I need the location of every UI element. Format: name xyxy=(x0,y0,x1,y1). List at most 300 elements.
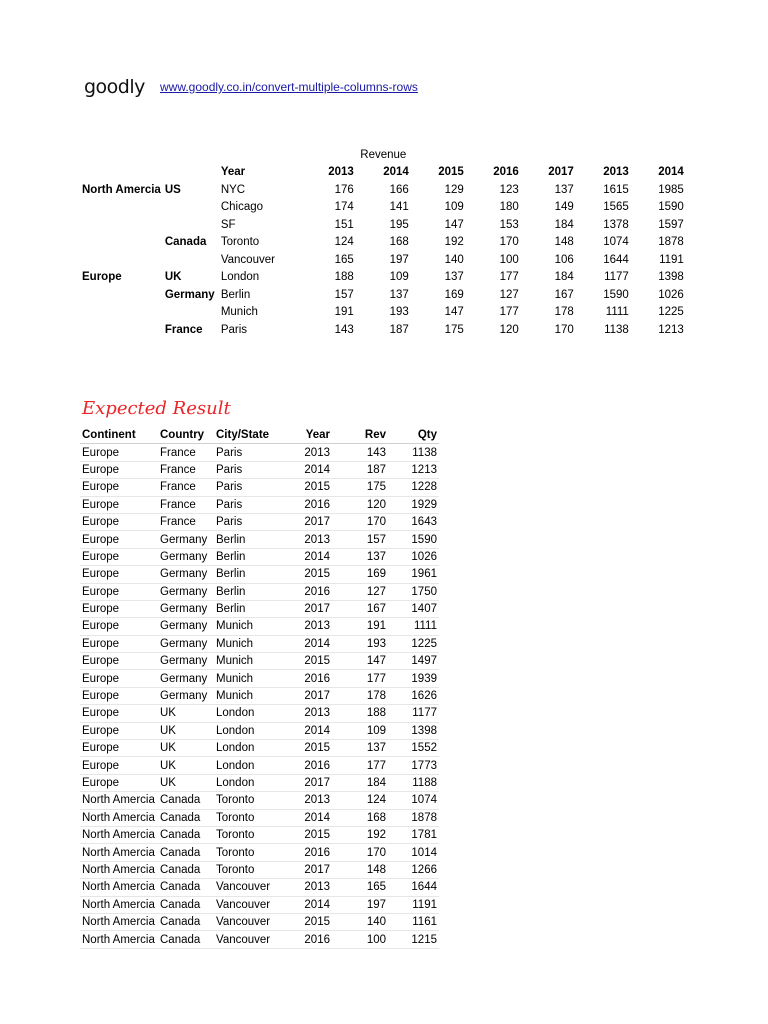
table-row xyxy=(80,566,439,583)
table-cell: 143 xyxy=(332,444,388,461)
source-cell: 1026 xyxy=(658,288,684,301)
table-cell: North Amercia xyxy=(80,931,158,948)
source-header-cell: 2017 xyxy=(548,166,574,179)
empty-cell xyxy=(219,146,301,164)
table-cell: Toronto xyxy=(214,809,292,826)
table-cell: Europe xyxy=(80,740,158,757)
group-label-row xyxy=(80,146,686,164)
source-header-cell: 2013 xyxy=(328,166,354,179)
table-cell: France xyxy=(158,513,214,530)
table-cell: 167 xyxy=(332,600,388,617)
source-cell: 100 xyxy=(499,253,519,266)
source-cell: US xyxy=(164,183,181,196)
table-cell: 148 xyxy=(332,861,388,878)
table-header-row xyxy=(80,427,439,444)
table-cell: 147 xyxy=(332,653,388,670)
source-link[interactable]: www.goodly.co.in/convert-multiple-columns-rows xyxy=(160,80,418,94)
table-cell: 2014 xyxy=(292,461,332,478)
table-cell: 170 xyxy=(332,513,388,530)
table-cell: 178 xyxy=(332,687,388,704)
table-cell: North Amercia xyxy=(80,844,158,861)
table-row xyxy=(80,531,439,548)
source-cell: 197 xyxy=(389,253,409,266)
column-header: Qty xyxy=(388,427,439,444)
table-cell: North Amercia xyxy=(80,913,158,930)
source-cell: 141 xyxy=(389,201,409,214)
source-cell: 147 xyxy=(444,306,464,319)
table-cell: Vancouver xyxy=(214,931,292,948)
empty-cell xyxy=(466,146,521,164)
source-cell: 137 xyxy=(389,288,409,301)
table-cell: Europe xyxy=(80,531,158,548)
source-cell: 195 xyxy=(389,218,409,231)
table-cell: Berlin xyxy=(214,600,292,617)
table-row xyxy=(80,757,439,774)
empty-cell xyxy=(631,146,686,164)
table-cell: 1878 xyxy=(388,809,439,826)
table-cell: Paris xyxy=(214,461,292,478)
table-cell: 1773 xyxy=(388,757,439,774)
table-cell: 193 xyxy=(332,635,388,652)
table-row xyxy=(80,670,439,687)
table-cell: Munich xyxy=(214,653,292,670)
table-cell: 157 xyxy=(332,531,388,548)
source-cell xyxy=(80,234,163,252)
source-cell: Munich xyxy=(220,306,258,319)
table-cell: 184 xyxy=(332,774,388,791)
table-cell: Europe xyxy=(80,461,158,478)
table-cell: 1929 xyxy=(388,496,439,513)
table-cell: Europe xyxy=(80,600,158,617)
source-cell: 120 xyxy=(499,323,519,336)
table-row xyxy=(80,792,439,809)
source-cell xyxy=(80,286,163,304)
table-cell: Germany xyxy=(158,548,214,565)
table-row xyxy=(80,879,439,896)
table-cell: 170 xyxy=(332,844,388,861)
table-cell: 1626 xyxy=(388,687,439,704)
table-cell: Canada xyxy=(158,879,214,896)
table-cell: Canada xyxy=(158,809,214,826)
table-cell: UK xyxy=(158,722,214,739)
table-cell: UK xyxy=(158,740,214,757)
table-cell: 127 xyxy=(332,583,388,600)
source-cell: 1878 xyxy=(658,236,684,249)
table-cell: Vancouver xyxy=(214,896,292,913)
source-cell: 1213 xyxy=(658,323,684,336)
table-cell: Europe xyxy=(80,618,158,635)
table-cell: 1939 xyxy=(388,670,439,687)
source-cell: 184 xyxy=(554,271,574,284)
table-cell: 100 xyxy=(332,931,388,948)
table-cell: 177 xyxy=(332,670,388,687)
table-row xyxy=(80,548,439,565)
table-cell: Paris xyxy=(214,496,292,513)
table-cell: Paris xyxy=(214,513,292,530)
column-header: Continent xyxy=(80,427,158,444)
table-cell: 197 xyxy=(332,896,388,913)
table-cell: Europe xyxy=(80,757,158,774)
table-cell: France xyxy=(158,479,214,496)
source-cell: Chicago xyxy=(220,201,264,214)
source-cell: 1177 xyxy=(604,271,629,284)
table-cell: Germany xyxy=(158,566,214,583)
table-cell: 2013 xyxy=(292,444,332,461)
table-row xyxy=(80,496,439,513)
source-cell: 123 xyxy=(499,183,519,196)
table-cell: 1191 xyxy=(388,896,439,913)
source-cell: 169 xyxy=(444,288,464,301)
table-cell: 137 xyxy=(332,548,388,565)
source-cell: 1191 xyxy=(659,253,684,266)
source-cell: 170 xyxy=(499,236,519,249)
table-cell: Europe xyxy=(80,479,158,496)
source-row xyxy=(80,304,686,322)
source-cell: Germany xyxy=(164,288,215,301)
table-cell: Europe xyxy=(80,635,158,652)
table-cell: 1961 xyxy=(388,566,439,583)
table-cell: Germany xyxy=(158,635,214,652)
table-cell: Europe xyxy=(80,722,158,739)
table-cell: Canada xyxy=(158,844,214,861)
source-cell: 1615 xyxy=(603,183,629,196)
table-cell: 2017 xyxy=(292,687,332,704)
table-cell: 2016 xyxy=(292,583,332,600)
source-cell: UK xyxy=(164,271,182,284)
table-cell: 1228 xyxy=(388,479,439,496)
table-cell: 1138 xyxy=(388,444,439,461)
source-cell: Vancouver xyxy=(220,253,275,266)
table-cell: 2017 xyxy=(292,600,332,617)
table-cell: France xyxy=(158,496,214,513)
table-row xyxy=(80,705,439,722)
table-cell: 2014 xyxy=(292,809,332,826)
source-cell: 177 xyxy=(499,306,519,319)
source-cell: 106 xyxy=(554,253,574,266)
table-cell: North Amercia xyxy=(80,879,158,896)
source-cell: 147 xyxy=(444,218,464,231)
source-cell: 1985 xyxy=(658,183,684,196)
table-cell: France xyxy=(158,461,214,478)
table-cell: Canada xyxy=(158,896,214,913)
table-cell: 1014 xyxy=(388,844,439,861)
source-cell: Canada xyxy=(164,236,207,249)
table-cell: Berlin xyxy=(214,583,292,600)
source-cell: 1590 xyxy=(603,288,629,301)
table-cell: 2013 xyxy=(292,879,332,896)
table-row xyxy=(80,896,439,913)
table-cell: Munich xyxy=(214,618,292,635)
table-row xyxy=(80,826,439,843)
table-cell: Canada xyxy=(158,931,214,948)
table-cell: Paris xyxy=(214,479,292,496)
source-cell: Berlin xyxy=(220,288,251,301)
empty-cell xyxy=(301,146,356,164)
source-cell: 193 xyxy=(389,306,409,319)
source-cell: 1074 xyxy=(603,236,629,249)
table-row xyxy=(80,618,439,635)
source-cell: 1225 xyxy=(658,306,684,319)
table-cell: 2015 xyxy=(292,913,332,930)
table-cell: Europe xyxy=(80,705,158,722)
table-row xyxy=(80,844,439,861)
table-cell: 2015 xyxy=(292,740,332,757)
empty-cell xyxy=(411,146,466,164)
source-cell: 1565 xyxy=(603,201,629,214)
table-cell: 188 xyxy=(332,705,388,722)
source-cell xyxy=(80,216,163,234)
empty-cell xyxy=(521,146,576,164)
column-header: City/State xyxy=(214,427,292,444)
table-row xyxy=(80,600,439,617)
table-cell: 137 xyxy=(332,740,388,757)
table-cell: Germany xyxy=(158,653,214,670)
table-row xyxy=(80,635,439,652)
source-cell xyxy=(80,321,163,339)
table-cell: 2016 xyxy=(292,757,332,774)
table-row xyxy=(80,931,439,948)
table-cell: Europe xyxy=(80,774,158,791)
table-cell: 1161 xyxy=(388,913,439,930)
source-header-cell xyxy=(163,164,219,182)
source-cell: 192 xyxy=(444,236,464,249)
revenue-group-label: Revenue xyxy=(360,148,407,161)
table-cell: Canada xyxy=(158,913,214,930)
source-row xyxy=(80,286,686,304)
source-cell xyxy=(163,216,219,234)
table-cell: Toronto xyxy=(214,826,292,843)
table-cell: 1407 xyxy=(388,600,439,617)
table-cell: UK xyxy=(158,705,214,722)
table-cell: 109 xyxy=(332,722,388,739)
column-header: Country xyxy=(158,427,214,444)
table-cell: 1213 xyxy=(388,461,439,478)
empty-cell xyxy=(576,146,631,164)
source-row xyxy=(80,216,686,234)
table-cell: 1026 xyxy=(388,548,439,565)
table-cell: Canada xyxy=(158,861,214,878)
table-cell: France xyxy=(158,444,214,461)
table-cell: North Amercia xyxy=(80,792,158,809)
table-cell: 2015 xyxy=(292,479,332,496)
source-cell: 167 xyxy=(554,288,574,301)
table-cell: 140 xyxy=(332,913,388,930)
empty-cell xyxy=(80,146,163,164)
table-row xyxy=(80,861,439,878)
table-cell: London xyxy=(214,740,292,757)
table-cell: 1781 xyxy=(388,826,439,843)
source-row xyxy=(80,321,686,339)
table-cell: 1643 xyxy=(388,513,439,530)
table-cell: 2013 xyxy=(292,792,332,809)
table-cell: Berlin xyxy=(214,548,292,565)
table-cell: Toronto xyxy=(214,844,292,861)
source-cell: France xyxy=(164,323,203,336)
source-header-cell: Year xyxy=(220,166,246,179)
source-header-cell xyxy=(80,164,163,182)
empty-cell xyxy=(163,146,219,164)
table-cell: 2016 xyxy=(292,496,332,513)
table-cell: North Amercia xyxy=(80,861,158,878)
source-cell: 168 xyxy=(389,236,409,249)
source-cell: 1138 xyxy=(604,323,629,336)
table-cell: 120 xyxy=(332,496,388,513)
source-cell: 137 xyxy=(444,271,464,284)
source-cell: 143 xyxy=(334,323,354,336)
source-cell: 1597 xyxy=(658,218,684,231)
table-cell: 168 xyxy=(332,809,388,826)
table-cell: 175 xyxy=(332,479,388,496)
column-header: Rev xyxy=(332,427,388,444)
source-row xyxy=(80,251,686,269)
source-cell xyxy=(80,304,163,322)
table-cell: 1590 xyxy=(388,531,439,548)
source-cell xyxy=(163,304,219,322)
table-cell: 2014 xyxy=(292,722,332,739)
source-cell xyxy=(80,251,163,269)
source-cell: Europe xyxy=(82,271,122,284)
source-cell: 178 xyxy=(554,306,574,319)
table-cell: Europe xyxy=(80,687,158,704)
source-cell: 149 xyxy=(554,201,574,214)
table-cell: Germany xyxy=(158,600,214,617)
table-cell: 192 xyxy=(332,826,388,843)
source-header-cell: 2016 xyxy=(493,166,519,179)
source-cell: 137 xyxy=(554,183,574,196)
goodly-logo: goodly xyxy=(84,76,145,98)
table-cell: 1644 xyxy=(388,879,439,896)
source-cell: 1590 xyxy=(658,201,684,214)
table-cell: Germany xyxy=(158,670,214,687)
source-cell: 157 xyxy=(334,288,354,301)
table-cell: Europe xyxy=(80,583,158,600)
source-cell: NYC xyxy=(220,183,246,196)
table-row xyxy=(80,809,439,826)
table-cell: London xyxy=(214,705,292,722)
table-cell: 2014 xyxy=(292,548,332,565)
table-cell: 2017 xyxy=(292,513,332,530)
table-cell: Europe xyxy=(80,444,158,461)
table-cell: Vancouver xyxy=(214,913,292,930)
table-cell: Canada xyxy=(158,792,214,809)
table-cell: 1177 xyxy=(388,705,439,722)
source-cell: 129 xyxy=(444,183,464,196)
source-cell: 151 xyxy=(334,218,354,231)
table-cell: 1225 xyxy=(388,635,439,652)
source-cell: 166 xyxy=(389,183,409,196)
source-cell: 153 xyxy=(499,218,519,231)
table-cell: Europe xyxy=(80,566,158,583)
table-cell: 2016 xyxy=(292,670,332,687)
table-cell: 169 xyxy=(332,566,388,583)
table-row xyxy=(80,687,439,704)
table-cell: 2017 xyxy=(292,774,332,791)
table-row xyxy=(80,774,439,791)
table-cell: North Amercia xyxy=(80,826,158,843)
source-cell xyxy=(163,251,219,269)
expected-result-table xyxy=(80,427,439,949)
table-row xyxy=(80,583,439,600)
table-cell: Berlin xyxy=(214,531,292,548)
source-cell: 1398 xyxy=(658,271,684,284)
table-cell: 2013 xyxy=(292,531,332,548)
source-cell: 109 xyxy=(444,201,464,214)
table-cell: Munich xyxy=(214,687,292,704)
table-row xyxy=(80,740,439,757)
table-cell: 2016 xyxy=(292,844,332,861)
table-cell: 177 xyxy=(332,757,388,774)
source-cell xyxy=(80,199,163,217)
source-header-cell: 2014 xyxy=(383,166,409,179)
source-cell: 180 xyxy=(499,201,519,214)
table-row xyxy=(80,461,439,478)
table-cell: Europe xyxy=(80,548,158,565)
table-row xyxy=(80,444,439,461)
table-cell: Toronto xyxy=(214,792,292,809)
source-cell: 191 xyxy=(334,306,354,319)
source-header-cell: 2015 xyxy=(438,166,464,179)
source-cell: 1378 xyxy=(603,218,629,231)
source-row xyxy=(80,199,686,217)
table-cell: 2016 xyxy=(292,931,332,948)
table-cell: London xyxy=(214,757,292,774)
source-row xyxy=(80,181,686,199)
source-cell: London xyxy=(220,271,260,284)
table-cell: Germany xyxy=(158,687,214,704)
expected-result-title: Expected Result xyxy=(82,398,231,419)
table-cell: Munich xyxy=(214,670,292,687)
source-row xyxy=(80,234,686,252)
source-cell: 1644 xyxy=(603,253,629,266)
table-cell: 187 xyxy=(332,461,388,478)
source-cell xyxy=(163,199,219,217)
source-cell: 170 xyxy=(554,323,574,336)
table-row xyxy=(80,722,439,739)
table-cell: Europe xyxy=(80,653,158,670)
source-cell: SF xyxy=(220,218,236,231)
table-cell: 1552 xyxy=(388,740,439,757)
source-cell: 176 xyxy=(334,183,354,196)
source-cell: 109 xyxy=(389,271,409,284)
source-row xyxy=(80,269,686,287)
source-cell: 184 xyxy=(554,218,574,231)
table-cell: Europe xyxy=(80,496,158,513)
source-cell: Paris xyxy=(220,323,248,336)
source-cell: 188 xyxy=(334,271,354,284)
source-cell: 148 xyxy=(554,236,574,249)
table-cell: UK xyxy=(158,774,214,791)
source-cell: 187 xyxy=(389,323,409,336)
table-cell: 1398 xyxy=(388,722,439,739)
table-cell: Europe xyxy=(80,513,158,530)
table-cell: 1266 xyxy=(388,861,439,878)
table-cell: 2014 xyxy=(292,635,332,652)
table-cell: Europe xyxy=(80,670,158,687)
column-header: Year xyxy=(292,427,332,444)
table-cell: 2013 xyxy=(292,618,332,635)
table-cell: UK xyxy=(158,757,214,774)
table-cell: North Amercia xyxy=(80,896,158,913)
table-cell: Munich xyxy=(214,635,292,652)
table-cell: Germany xyxy=(158,531,214,548)
table-cell: 1188 xyxy=(388,774,439,791)
table-cell: London xyxy=(214,722,292,739)
table-cell: London xyxy=(214,774,292,791)
table-cell: 2013 xyxy=(292,705,332,722)
table-cell: 2014 xyxy=(292,896,332,913)
source-cell: Toronto xyxy=(220,236,260,249)
source-header-row xyxy=(80,164,686,182)
